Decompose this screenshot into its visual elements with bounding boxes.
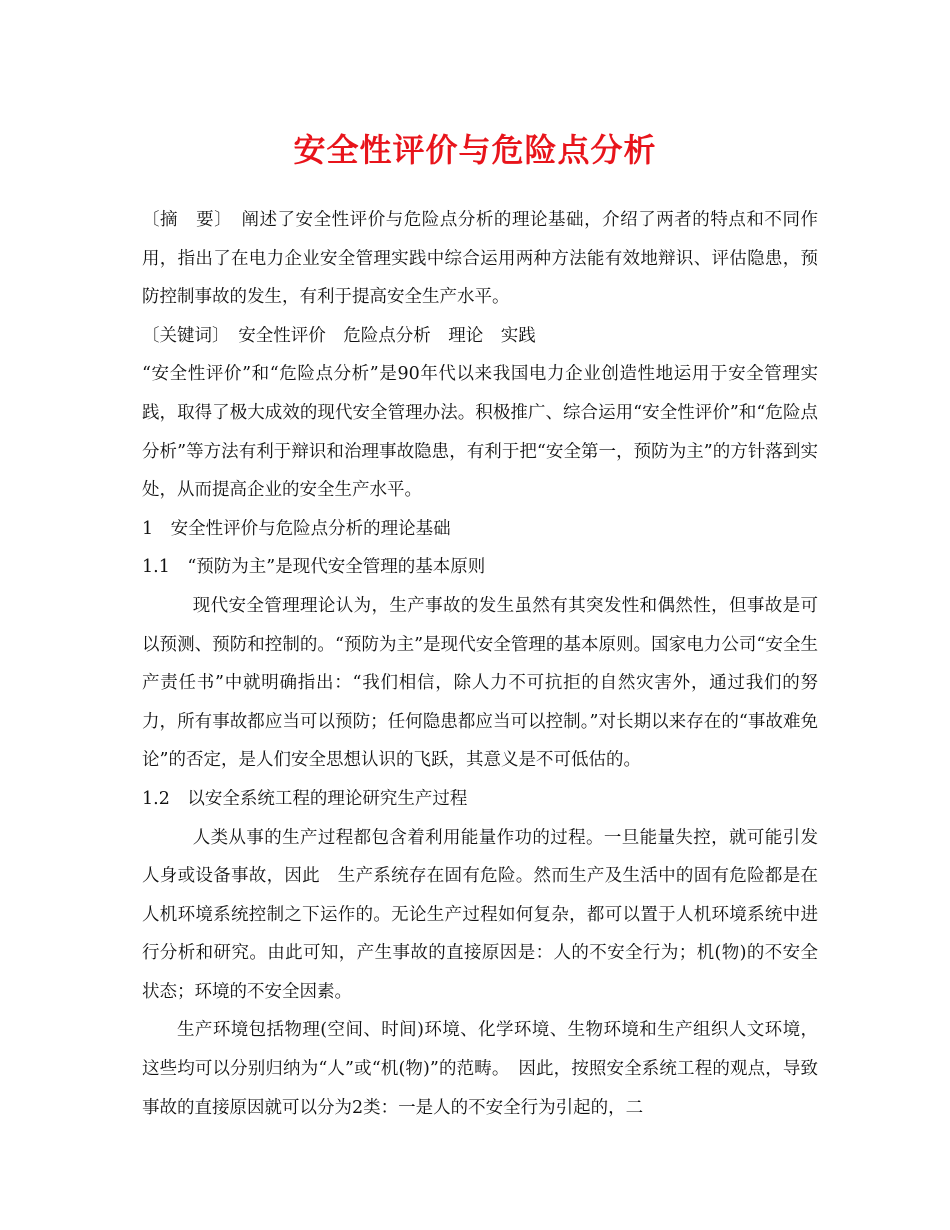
section-1-1-paragraph: 现代安全管理理论认为，生产事故的发生虽然有其突发性和偶然性，但事故是可以预测、预防和控制的。“预防为主”是现代安全管理的基本原则。国家电力公司“安全生产责任书”中就明确指出：“我们相信，除人力不可抗拒的自然灾害外，通过我们的努力，所有事故都应当可以预防；任何隐患都应当可以控制。”对长期以来存在的“事故难免论”的否定，是人们安全思想认识的飞跃，其意义是不可低估的。 [142,595,818,771]
document-body [142,201,818,1127]
document-title: 安全性评价与危险点分析 [293,131,657,169]
section-1-2-paragraph: 人类从事的生产过程都包含着利用能量作功的过程。一旦能量失控，就可能引发人身或设备事故，因此 生产系统存在固有危险。然而生产及生活中的固有危险都是在人机环境系统控制之下运作的。无论生产过程如何复杂，都可以置于人机环境系统中进行分析和研究。由此可知，产生事故的直接原因是：人的不安全行为；机(物)的不安全状态；环境的不安全因素。 [142,827,818,1002]
section-1-1-heading: 1.1 “预防为主”是现代安全管理的基本原则 [142,557,486,578]
section-1-2-heading: 1.2 以安全系统工程的理论研究生产过程 [142,788,468,809]
keywords-line: 〔关键词〕 安全性评价 危险点分析 理论 实践 [142,325,536,346]
abstract-paragraph: 〔摘 要〕 阐述了安全性评价与危险点分析的理论基础，介绍了两者的特点和不同作用，指出了在电力企业安全管理实践中综合运用两种方法能有效地辩识、评估隐患，预防控制事故的发生，有利于提高安全生产水平。 [142,210,818,308]
section-1-2-paragraph-2: 生产环境包括物理(空间、时间)环境、化学环境、生物环境和生产组织人文环境，这些均可以分别归纳为“人”或“机(物)”的范畴。 因此，按照安全系统工程的观点，导致事故的直接原因就可以分为2类：一是人的不安全行为引起的，二 [142,1020,818,1118]
intro-paragraph: “安全性评价”和“危险点分析”是90年代以来我国电力企业创造性地运用于安全管理实践，取得了极大成效的现代安全管理办法。积极推广、综合运用“安全性评价”和“危险点分析”等方法有利于辩识和治理事故隐患，有利于把“安全第一，预防为主”的方针落到实处，从而提高企业的安全生产水平。 [142,364,818,501]
section-1-heading: 1 安全性评价与危险点分析的理论基础 [142,518,451,539]
